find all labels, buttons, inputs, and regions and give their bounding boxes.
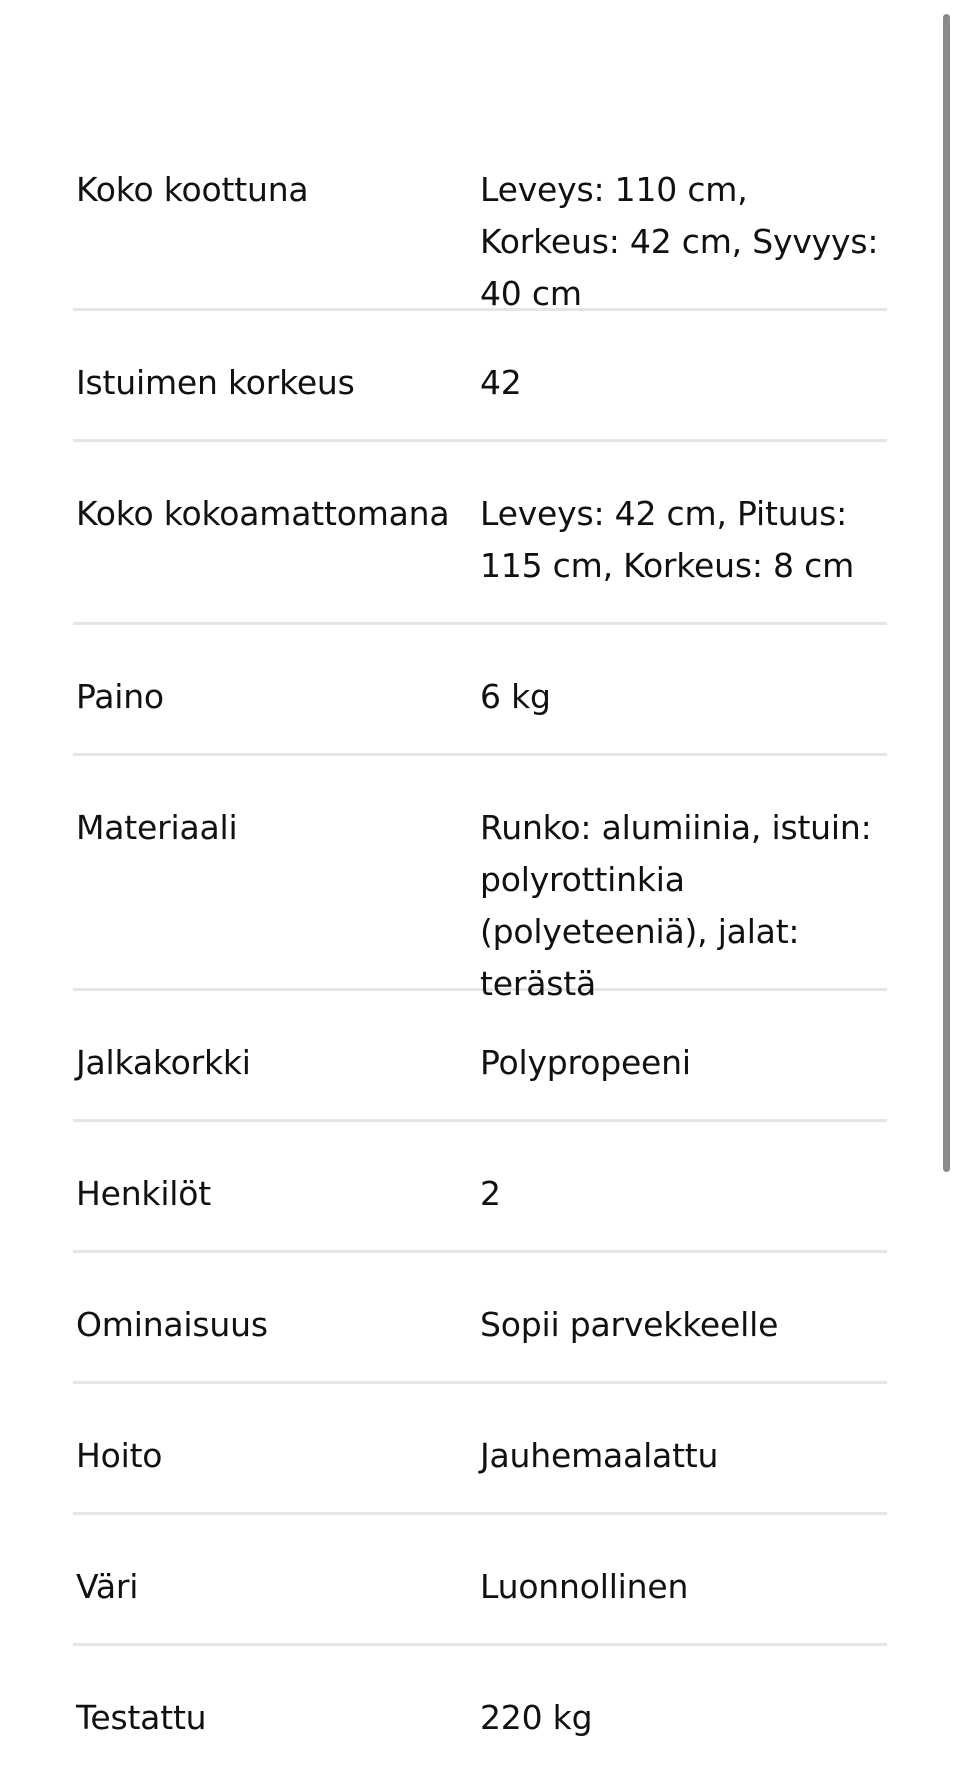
spec-value: Leveys: 42 cm, Pituus: 115 cm, Korkeus: 8 cm — [480, 494, 855, 585]
spec-row-feature — [73, 1253, 887, 1384]
spec-row-material — [73, 756, 887, 1003]
spec-value: Runko: alumiinia, istuin: polyrottinkia (polyeteeniä), jalat: terästä — [480, 808, 872, 1003]
spec-value: 2 — [480, 1174, 501, 1213]
spec-value: Polypropeeni — [480, 1043, 691, 1082]
spec-row-tested — [73, 1646, 887, 1777]
product-spec-table — [73, 0, 887, 1777]
spec-label: Koko koottuna — [76, 170, 309, 209]
spec-row-care — [73, 1384, 887, 1515]
spec-label: Koko kokoamattomana — [76, 494, 450, 533]
spec-value: Leveys: 110 cm, Korkeus: 42 cm, Syvyys: 40 cm — [480, 170, 879, 313]
spec-row-foot-cap — [73, 991, 887, 1122]
spec-value: Luonnollinen — [480, 1567, 689, 1606]
spec-label: Istuimen korkeus — [76, 363, 355, 402]
spec-label: Henkilöt — [76, 1174, 212, 1213]
spec-row-size-unassembled — [73, 442, 887, 625]
spec-label: Materiaali — [76, 808, 238, 847]
spec-label: Ominaisuus — [76, 1305, 268, 1344]
spec-label: Paino — [76, 677, 164, 716]
spec-label: Hoito — [76, 1436, 163, 1475]
spec-value: 6 kg — [480, 677, 551, 716]
spec-label: Väri — [76, 1567, 139, 1606]
spec-value: Sopii parvekkeelle — [480, 1305, 779, 1344]
spec-value: 42 — [480, 363, 522, 402]
spec-row-seat-height — [73, 311, 887, 442]
vertical-scrollbar[interactable] — [943, 14, 950, 1172]
spec-label: Testattu — [76, 1698, 207, 1737]
spec-label: Jalkakorkki — [76, 1043, 251, 1082]
spec-row-size-assembled — [73, 0, 887, 311]
spec-row-persons — [73, 1122, 887, 1253]
spec-value: 220 kg — [480, 1698, 593, 1737]
spec-row-weight — [73, 625, 887, 756]
spec-value: Jauhemaalattu — [480, 1436, 719, 1475]
spec-row-color — [73, 1515, 887, 1646]
